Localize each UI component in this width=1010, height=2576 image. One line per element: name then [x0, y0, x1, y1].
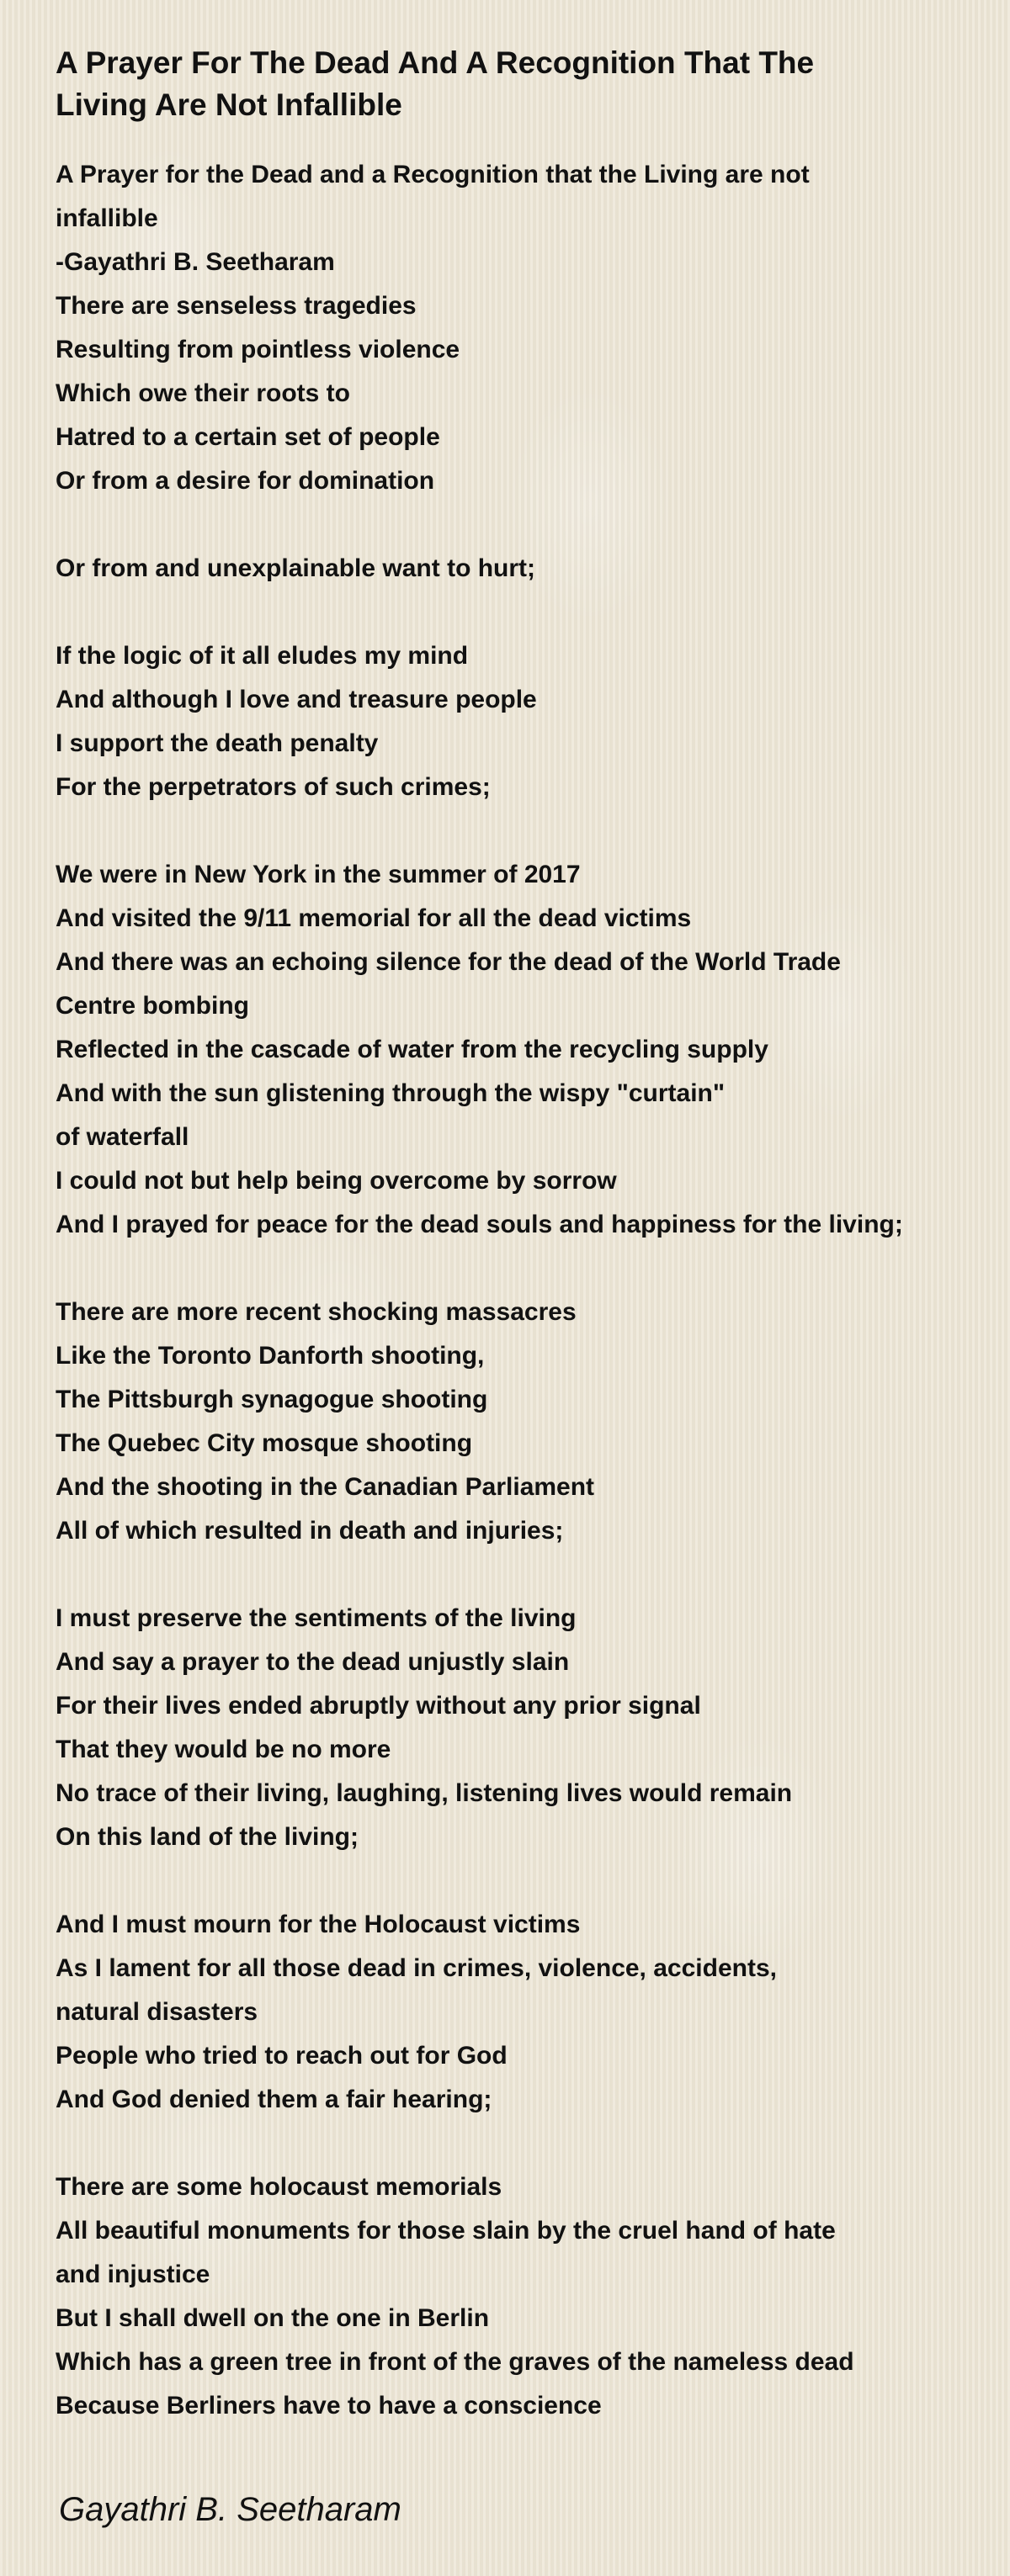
poem-line: The Pittsburgh synagogue shooting: [56, 1386, 488, 1413]
stanza-break: [56, 1247, 990, 1291]
poem-line: Like the Toronto Danforth shooting,: [56, 1342, 485, 1370]
stanza-break: [56, 2122, 990, 2165]
poem-line: Or from and unexplainable want to hurt;: [56, 554, 536, 582]
poem-line: And although I love and treasure people: [56, 686, 537, 713]
poem-line: And God denied them a fair hearing;: [56, 2086, 492, 2113]
poem-page: [56, 42, 990, 2428]
poem-line: But I shall dwell on the one in Berlin: [56, 2304, 490, 2332]
poem-line: Centre bombing: [56, 992, 249, 1020]
poem-title: A Prayer For The Dead And A Recognition That The Living Are Not Infallible: [56, 45, 815, 122]
poem-line: And I prayed for peace for the dead souls and happiness for the living;: [56, 1211, 903, 1238]
poem-line: I could not but help being overcome by sorrow: [56, 1167, 617, 1195]
poem-line: And say a prayer to the dead unjustly slain: [56, 1648, 570, 1676]
author-signature: Gayathri B. Seetharam: [59, 2491, 401, 2528]
poem-line: On this land of the living;: [56, 1823, 359, 1851]
poem-line: Reflected in the cascade of water from the recycling supply: [56, 1036, 768, 1063]
poem-line: Which has a green tree in front of the graves of the nameless dead: [56, 2348, 854, 2376]
poem-body: [56, 153, 990, 2428]
poem-line: And with the sun glistening through the wispy "curtain": [56, 1079, 726, 1107]
poem-line: Hatred to a certain set of people: [56, 423, 440, 451]
stanza-break: [56, 809, 990, 853]
poem-line: No trace of their living, laughing, listening lives would remain: [56, 1779, 793, 1807]
poem-line: -Gayathri B. Seetharam: [56, 248, 335, 276]
poem-line: and injustice: [56, 2261, 210, 2288]
poem-line: Or from a desire for domination: [56, 467, 435, 495]
poem-line: There are some holocaust memorials: [56, 2173, 502, 2201]
stanza-break: [56, 1553, 990, 1597]
poem-line: For the perpetrators of such crimes;: [56, 773, 491, 801]
poem-line: Which owe their roots to: [56, 379, 350, 407]
poem-line: There are senseless tragedies: [56, 292, 417, 320]
poem-line: People who tried to reach out for God: [56, 2042, 508, 2070]
poem-line: I support the death penalty: [56, 729, 379, 757]
poem-line: A Prayer for the Dead and a Recognition that the Living are not: [56, 161, 810, 188]
poem-line: If the logic of it all eludes my mind: [56, 642, 469, 670]
stanza-break: [56, 1859, 990, 1903]
poem-line: There are more recent shocking massacres: [56, 1298, 577, 1326]
poem-line: The Quebec City mosque shooting: [56, 1429, 473, 1457]
poem-line: That they would be no more: [56, 1736, 391, 1763]
stanza-break: [56, 591, 990, 634]
poem-line: of waterfall: [56, 1123, 189, 1151]
poem-line: All beautiful monuments for those slain by the cruel hand of hate: [56, 2217, 836, 2245]
poem-line: As I lament for all those dead in crimes, violence, accidents,: [56, 1954, 777, 1982]
poem-line: And I must mourn for the Holocaust victims: [56, 1911, 581, 1938]
poem-line: For their lives ended abruptly without any prior signal: [56, 1692, 701, 1720]
poem-line: natural disasters: [56, 1998, 258, 2026]
stanza-break: [56, 503, 990, 547]
poem-line: And the shooting in the Canadian Parliament: [56, 1473, 595, 1501]
poem-line: I must preserve the sentiments of the living: [56, 1604, 577, 1632]
poem-line: Resulting from pointless violence: [56, 336, 460, 363]
poem-line: And there was an echoing silence for the dead of the World Trade: [56, 948, 841, 976]
poem-line: infallible: [56, 204, 158, 232]
poem-line: Because Berliners have to have a conscience: [56, 2392, 602, 2420]
poem-line: We were in New York in the summer of 2017: [56, 861, 581, 888]
poem-line: And visited the 9/11 memorial for all the dead victims: [56, 904, 692, 932]
poem-line: All of which resulted in death and injuries;: [56, 1517, 564, 1545]
